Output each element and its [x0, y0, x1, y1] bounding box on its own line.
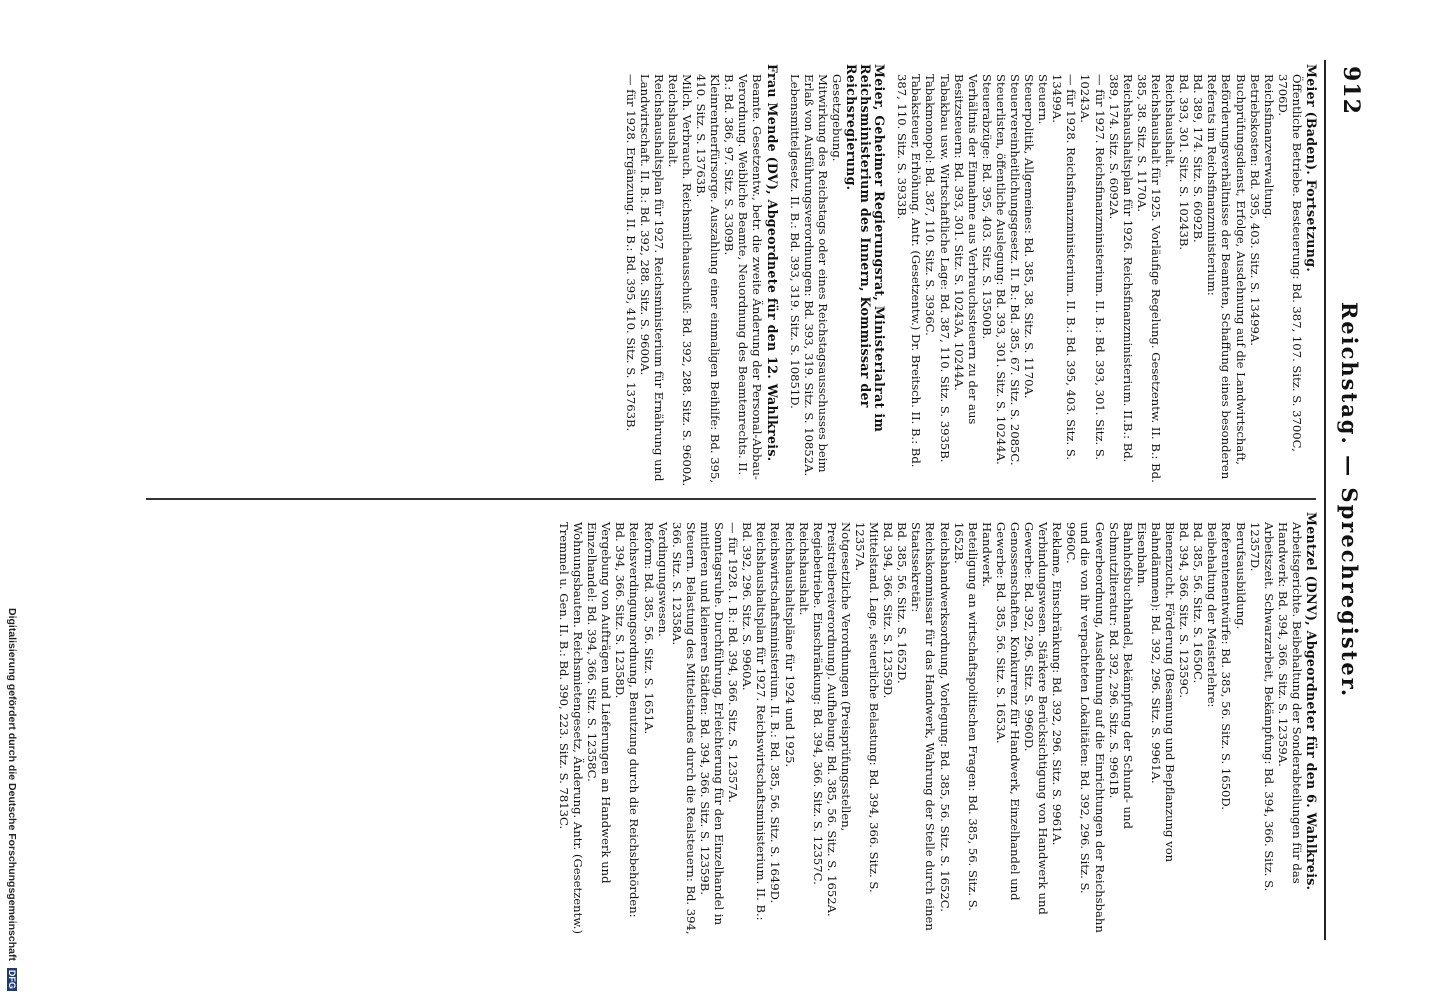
entry-line: Bd. 394, 366. Sitz. S. 12359C.: [1177, 522, 1192, 699]
entry-line: Reichsverdingungsordnung, Benutzung durch die Reichsbehörden: Bd. 394, 366. Sitz. S. 12358D.: [613, 522, 642, 918]
entry-line: Gesetzgebung.: [829, 74, 844, 162]
entry-lines: [557, 512, 1304, 936]
entry-line: Steuervereinheitlichungsgesetz. II. B.: Bd. 385, 67. Sitz. S. 2085C.: [1008, 74, 1023, 466]
entry-line: Kleinrentnerfürsorge. Auszahlung einer einmaligen Beihilfe: Bd. 395, 410. Sitz. S. 13763B.: [694, 74, 723, 484]
running-title: Reichstag. — Sprechregister.: [1337, 301, 1362, 699]
entry-line: Beteiligung an wirtschaftspolitischen Fragen: Bd. 385, 56. Sitz. S. 1652B.: [951, 522, 980, 911]
dfg-logo-icon: DFG: [7, 969, 17, 989]
entry-line: Betriebskosten: Bd. 395, 403. Sitz. S. 13499A.: [1247, 74, 1262, 346]
entry-line: Reichshaushaltsplan für 1926. Reichsfinanzministerium. II.B.: Bd. 389, 174. Sitz. S. 6092A.: [1106, 74, 1135, 463]
entry-line: Genossenschaften. Konkurrenz für Handwerk, Einzelhandel und Gewerbe: Bd. 385, 56. Sitz. S. 1653A.: [993, 522, 1023, 901]
entry-line: Reichshaushaltspläne für 1924 und 1925. Reichswirtschaftsministerium. II. B.: Bd. 385, 56. Sitz. S. 1649D.: [768, 522, 797, 904]
entry-line: Notgesetzliche Verordnungen (Preisprüfungsstellen, Preistreibereiverordnung). Aufhebung: Bd. 385, 56. Sitz. S. 1652A.: [824, 522, 853, 917]
entry-heading: Meier (Baden). Fortsetzung.: [1304, 64, 1319, 273]
entry-line: Reichshaushalt für 1925. Vorläufige Regelung. Gesetzentw. II. B.: Bd. 385, 38. Sitz. S. 1170A.: [1134, 74, 1163, 483]
entry-line: Verhältnis der Einnahme aus Verbrauchssteuern zu der aus Besitzsteuern: Bd. 393, 301. Sitz. S. 10243A, 10244A.: [951, 74, 980, 425]
entry-line: Vergebung von Aufträgen und Lieferungen an Handwerk und Einzelhandel: Bd. 394, 366. Sitz. S. 12358C.: [585, 522, 614, 884]
entry-line: Bienenzucht. Förderung (Besamung und Bepflanzung von Bahndämmen): Bd. 392, 296. Sitz. S. 9961A.: [1148, 522, 1178, 863]
entry-line: Reichshaushaltsplan für 1927. Reichswirtschaftsministerium. II. B.: Bd. 392, 296. Sitz. S. 9960A.: [740, 522, 769, 921]
entry-line: — für 1928. I. B.: Bd. 394, 366. Sitz. S. 12357A.: [726, 522, 741, 803]
entry-line: Tabaksteuer, Erhöhung. Antr. (Gesetzentw.) Dr. Breitsch. II. B.: Bd. 387, 110. Sitz. S. 3933B.: [895, 74, 924, 468]
register-entry: [624, 64, 779, 488]
entry-line: Gewerbeordnung, Ausdehnung auf die Einrichtungen der Reichsbahn und die von ihr verpachteten Lokalitäten: Bd. 392, 296. Sitz. S. 9960C.: [1064, 522, 1107, 933]
register-entry: [895, 64, 1318, 488]
entry-line: Bd. 385, 56. Sitz. S. 1650C.: [1191, 522, 1206, 684]
entry-line: Beamte. Gesetzentw., betr. die zweite Änderung der Personal-Abbau-Verordnung. Weibliche Beamte, Neuordnung des Beamtenrechts. II. B.: Bd. 386, 97. Sitz. S. 3309B.: [722, 74, 765, 480]
column-divider: [146, 498, 1316, 500]
page-number: 912: [1338, 66, 1364, 115]
register-entry: [788, 64, 887, 488]
entry-line: Eisenbahn.: [1134, 522, 1149, 588]
entry-lines: [788, 64, 844, 488]
credit-text: Digitalisierung gefördert durch die Deutsche Forschungsgemeinschaft: [6, 608, 18, 961]
entry-line: Beibehaltung der Meisterlehre:: [1205, 522, 1220, 708]
entry-line: Bd. 394, 366. Sitz. S. 12359D.: [881, 522, 896, 699]
entry-line: Arbeitsgerichte. Beibehaltung der Sonderabteilungen für das Handwerk: Bd. 394, 366. Sitz. S. 12359A.: [1275, 522, 1304, 884]
entry-line: Bd. 393, 301. Sitz. S. 10243B.: [1177, 74, 1192, 251]
entry-line: Reichsfinanzverwaltung.: [1261, 74, 1276, 220]
entry-line: — für 1927. Reichsfinanzministerium. II. B.: Bd. 393, 301. Sitz. S. 10243A.: [1078, 74, 1107, 461]
entry-line: Handwerk.: [979, 522, 994, 587]
entry-line: — für 1928. Ergänzung. II. B.: Bd. 395, 410. Sitz. S. 13763B.: [623, 74, 638, 432]
page-header: [1328, 60, 1368, 940]
entry-line: Lebensmittelgesetz. II. B.: Bd. 393, 319. Sitz. S. 10851D.: [787, 74, 802, 409]
entry-line: Buchprüfungsdienst, Erfolge, Ausdehnung auf die Landwirtschaft, Beförderungsverhältnisse der Beamten, Schaffung eines besonderen Referats im Reichsfinanzministerium:: [1205, 74, 1248, 480]
entry-line: Arbeitszeit. Schwarzarbeit, Bekämpfung: Bd. 394, 366. Sitz. S. 12357D.: [1247, 522, 1276, 892]
entry-line: Verdingungswesen.: [655, 522, 670, 637]
entry-line: Mitwirkung des Reichstags oder eines Reichstagsausschusses beim Erlaß von Ausführungsverordnungen: Bd. 393, 319. Sitz. S. 10852A.: [801, 74, 830, 477]
entry-line: Tabakbau usw. Wirtschaftliche Lage: Bd. 387, 110. Sitz. S. 3935B.: [937, 74, 952, 463]
entry-lines: [895, 64, 1304, 488]
entry-line: Reichshaushalt.: [1163, 74, 1178, 168]
entry-line: Reichshaushaltsplan für 1927. Reichsministerium für Ernährung und Landwirtschaft. II. B.: Bd. 392, 288. Sitz. S. 9600A.: [637, 74, 666, 482]
right-column: [548, 512, 1318, 936]
entry-line: Berufsausbildung.: [1233, 522, 1248, 630]
entry-line: Reklame, Einschränkung: Bd. 392, 296. Sitz. S. 9961A.: [1050, 522, 1065, 846]
entry-line: Bd. 389, 174. Sitz. S. 6092B.: [1191, 74, 1206, 243]
entry-line: Reichskommissar für das Handwerk, Wahrung der Stelle durch einen Staatssekretär:: [909, 522, 938, 931]
entry-line: Öffentliche Betriebe. Besteuerung: Bd. 387, 107. Sitz. S. 3700C, 3706D.: [1275, 74, 1304, 452]
entry-line: Reform: Bd. 385, 56. Sitz. S. 1651A.: [641, 522, 656, 735]
entry-line: Milch. Verbrauch. Reichsmilchausschuß: Bd. 392, 288. Sitz. S. 9600A.: [679, 74, 694, 487]
entry-line: Reichshandwerksordnung, Vorlegung: Bd. 385, 56. Sitz. S. 1652C.: [937, 522, 952, 912]
register-entry: [557, 512, 1318, 936]
entry-lines: [624, 64, 765, 488]
entry-line: Bahnhofsbuchhandel, Bekämpfung der Schund- und Schmutzliteratur: Bd. 392, 296. Sitz. S. 9961B.: [1106, 522, 1135, 829]
entry-line: Steuerlisten, öffentliche Auslegung: Bd. 393, 301. Sitz. S. 10244A.: [993, 74, 1008, 465]
entry-heading: Mentzel (DNV), Abgeordneter für den 6. Wahlkreis.: [1304, 512, 1319, 891]
entry-heading: Meier, Geheimer Regierungsrat, Ministerialrat im Reichsministerium des Innern, Kommissar der Reichsregierung.: [844, 64, 888, 433]
credit-line: [4, 608, 20, 1000]
entry-line: Steuerpolitik, Allgemeines: Bd. 385, 38. Sitz. S. 1170A.: [1022, 74, 1037, 399]
entry-line: Wohnungsbauten. Reichsmietengesetz, Änderung. Antr. (Gesetzentw.) Tremmel u. Gen. II. B.: Bd. 390, 223. Sitz. S. 7813C.: [557, 522, 586, 934]
entry-line: Bd. 385, 56. Sitz. S. 1652D.: [895, 522, 910, 684]
entry-line: Reichshaushalt.: [796, 522, 811, 616]
entry-line: — für 1928. Reichsfinanzministerium. II. B.: Bd. 395, 403. Sitz. S. 13499A.: [1050, 74, 1079, 461]
entry-line: Steuern.: [1036, 74, 1051, 125]
entry-heading: Frau Mende (DV), Abgeordnete für den 12. Wahlkreis.: [764, 64, 780, 462]
entry-line: Verbindungswesen. Stärkere Berücksichtigung von Handwerk und Gewerbe: Bd. 392, 296. Sitz. S. 9960D.: [1022, 522, 1051, 915]
entry-line: Referentenentwürfe: Bd. 385, 56. Sitz. S. 1650D.: [1219, 522, 1234, 810]
entry-line: Sonntagsruhe. Durchführung, Erleichterung für den Einzelhandel in mittleren und kleineren Städten: Bd. 394, 366. Sitz. S. 12359B.: [697, 522, 727, 926]
entry-line: Reichshaushalt.: [665, 74, 680, 168]
entry-line: Tabakmonopol: Bd. 387, 110. Sitz. S. 3936C.: [923, 74, 938, 336]
header-rule: [1324, 60, 1326, 940]
entry-line: Mittelstand. Lage, steuerliche Belastung: Bd. 394, 366. Sitz. S. 12357A.: [853, 522, 882, 893]
left-column: [615, 64, 1319, 488]
entry-line: Steuerabzüge: Bd. 395, 403. Sitz. S. 13500B.: [979, 74, 994, 340]
entry-line: Regiebetriebe. Einschränkung: Bd. 394, 366. Sitz. S. 12357C.: [810, 522, 825, 885]
entry-line: Steuern. Belastung des Mittelstandes durch die Realsteuern: Bd. 394, 366. Sitz. S. 12358A.: [669, 522, 698, 935]
